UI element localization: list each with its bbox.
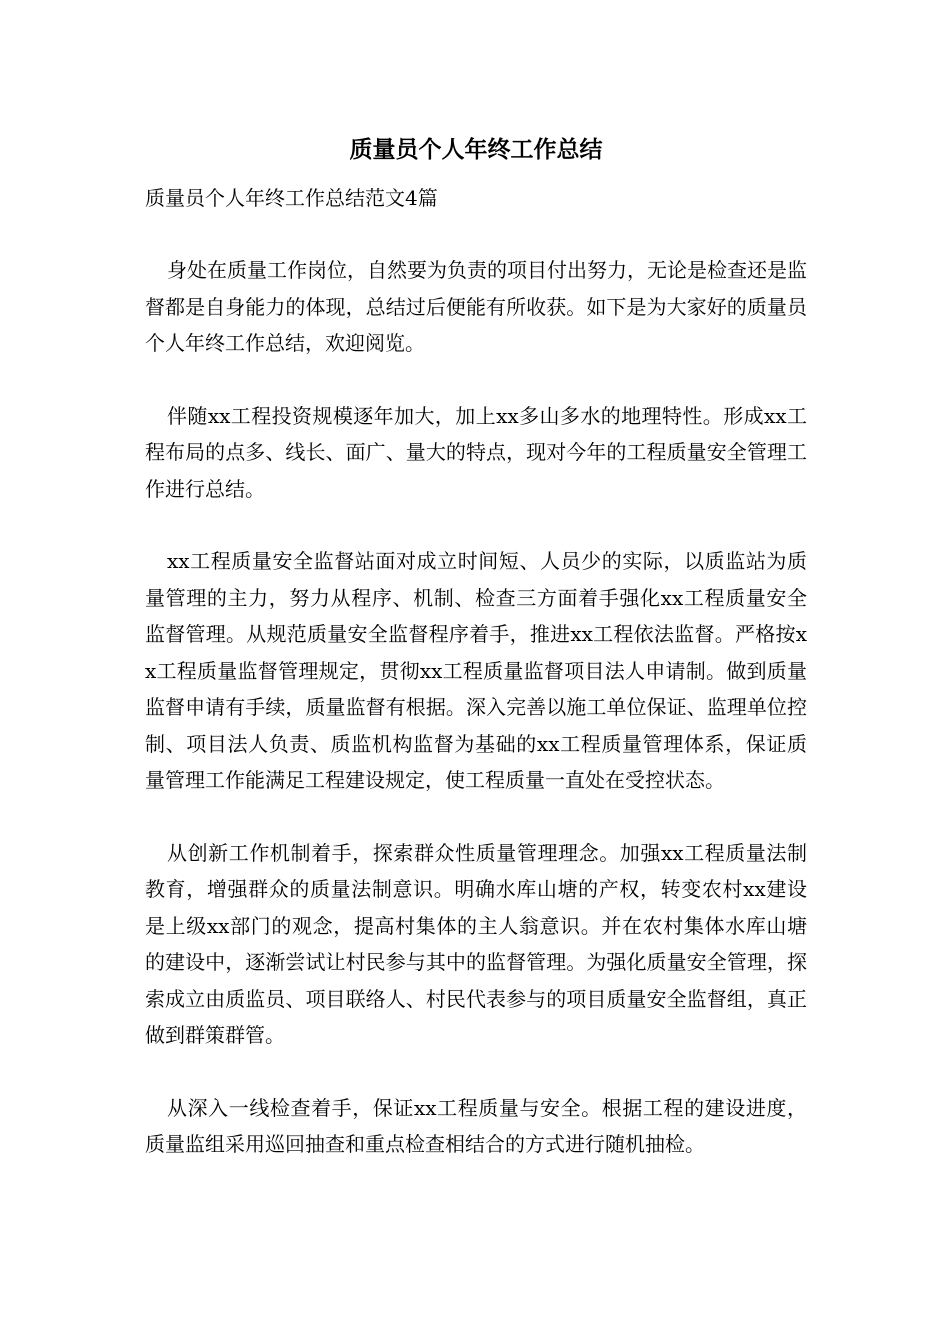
document-body [145,128,807,1163]
paragraph-1: 身处在质量工作岗位，自然要为负责的项目付出努力，无论是检查还是监督都是自身能力的体现，总结过后便能有所收获。如下是为大家好的质量员个人年终工作总结，欢迎阅览。 [145,258,807,355]
paragraph-4: 从创新工作机制着手，探索群众性质量管理理念。加强xx工程质量法制教育，增强群众的质量法制意识。明确水库山塘的产权，转变农村xx建设是上级xx部门的观念，提高村集体的主人翁意识。并在农村集体水库山塘的建设中，逐渐尝试让村民参与其中的监督管理。为强化质量安全管理，探索成立由质监员、项目联络人、村民代表参与的项目质量安全监督组，真正做到群策群管。 [145,840,807,1047]
paragraph-5: 从深入一线检查着手，保证xx工程质量与安全。根据工程的建设进度，质量监组采用巡回抽查和重点检查相结合的方式进行随机抽检。 [145,1095,807,1156]
paragraph-3: xx工程质量安全监督站面对成立时间短、人员少的实际，以质监站为质量管理的主力，努力从程序、机制、检查三方面着手强化xx工程质量安全监督管理。从规范质量安全监督程序着手，推进xx工程依法监督。严格按xx工程质量监督管理规定，贯彻xx工程质量监督项目法人申请制。做到质量监督申请有手续，质量监督有根据。深入完善以施工单位保证、监理单位控制、项目法人负责、质监机构监督为基础的xx工程质量管理体系，保证质量管理工作能满足工程建设规定，使工程质量一直处在受控状态。 [145,549,807,792]
document-title: 质量员个人年终工作总结 [349,136,603,163]
document-subtitle: 质量员个人年终工作总结范文4篇 [145,186,438,210]
paragraph-2: 伴随xx工程投资规模逐年加大，加上xx多山多水的地理特性。形成xx工程布局的点多、线长、面广、量大的特点，现对今年的工程质量安全管理工作进行总结。 [145,403,807,501]
